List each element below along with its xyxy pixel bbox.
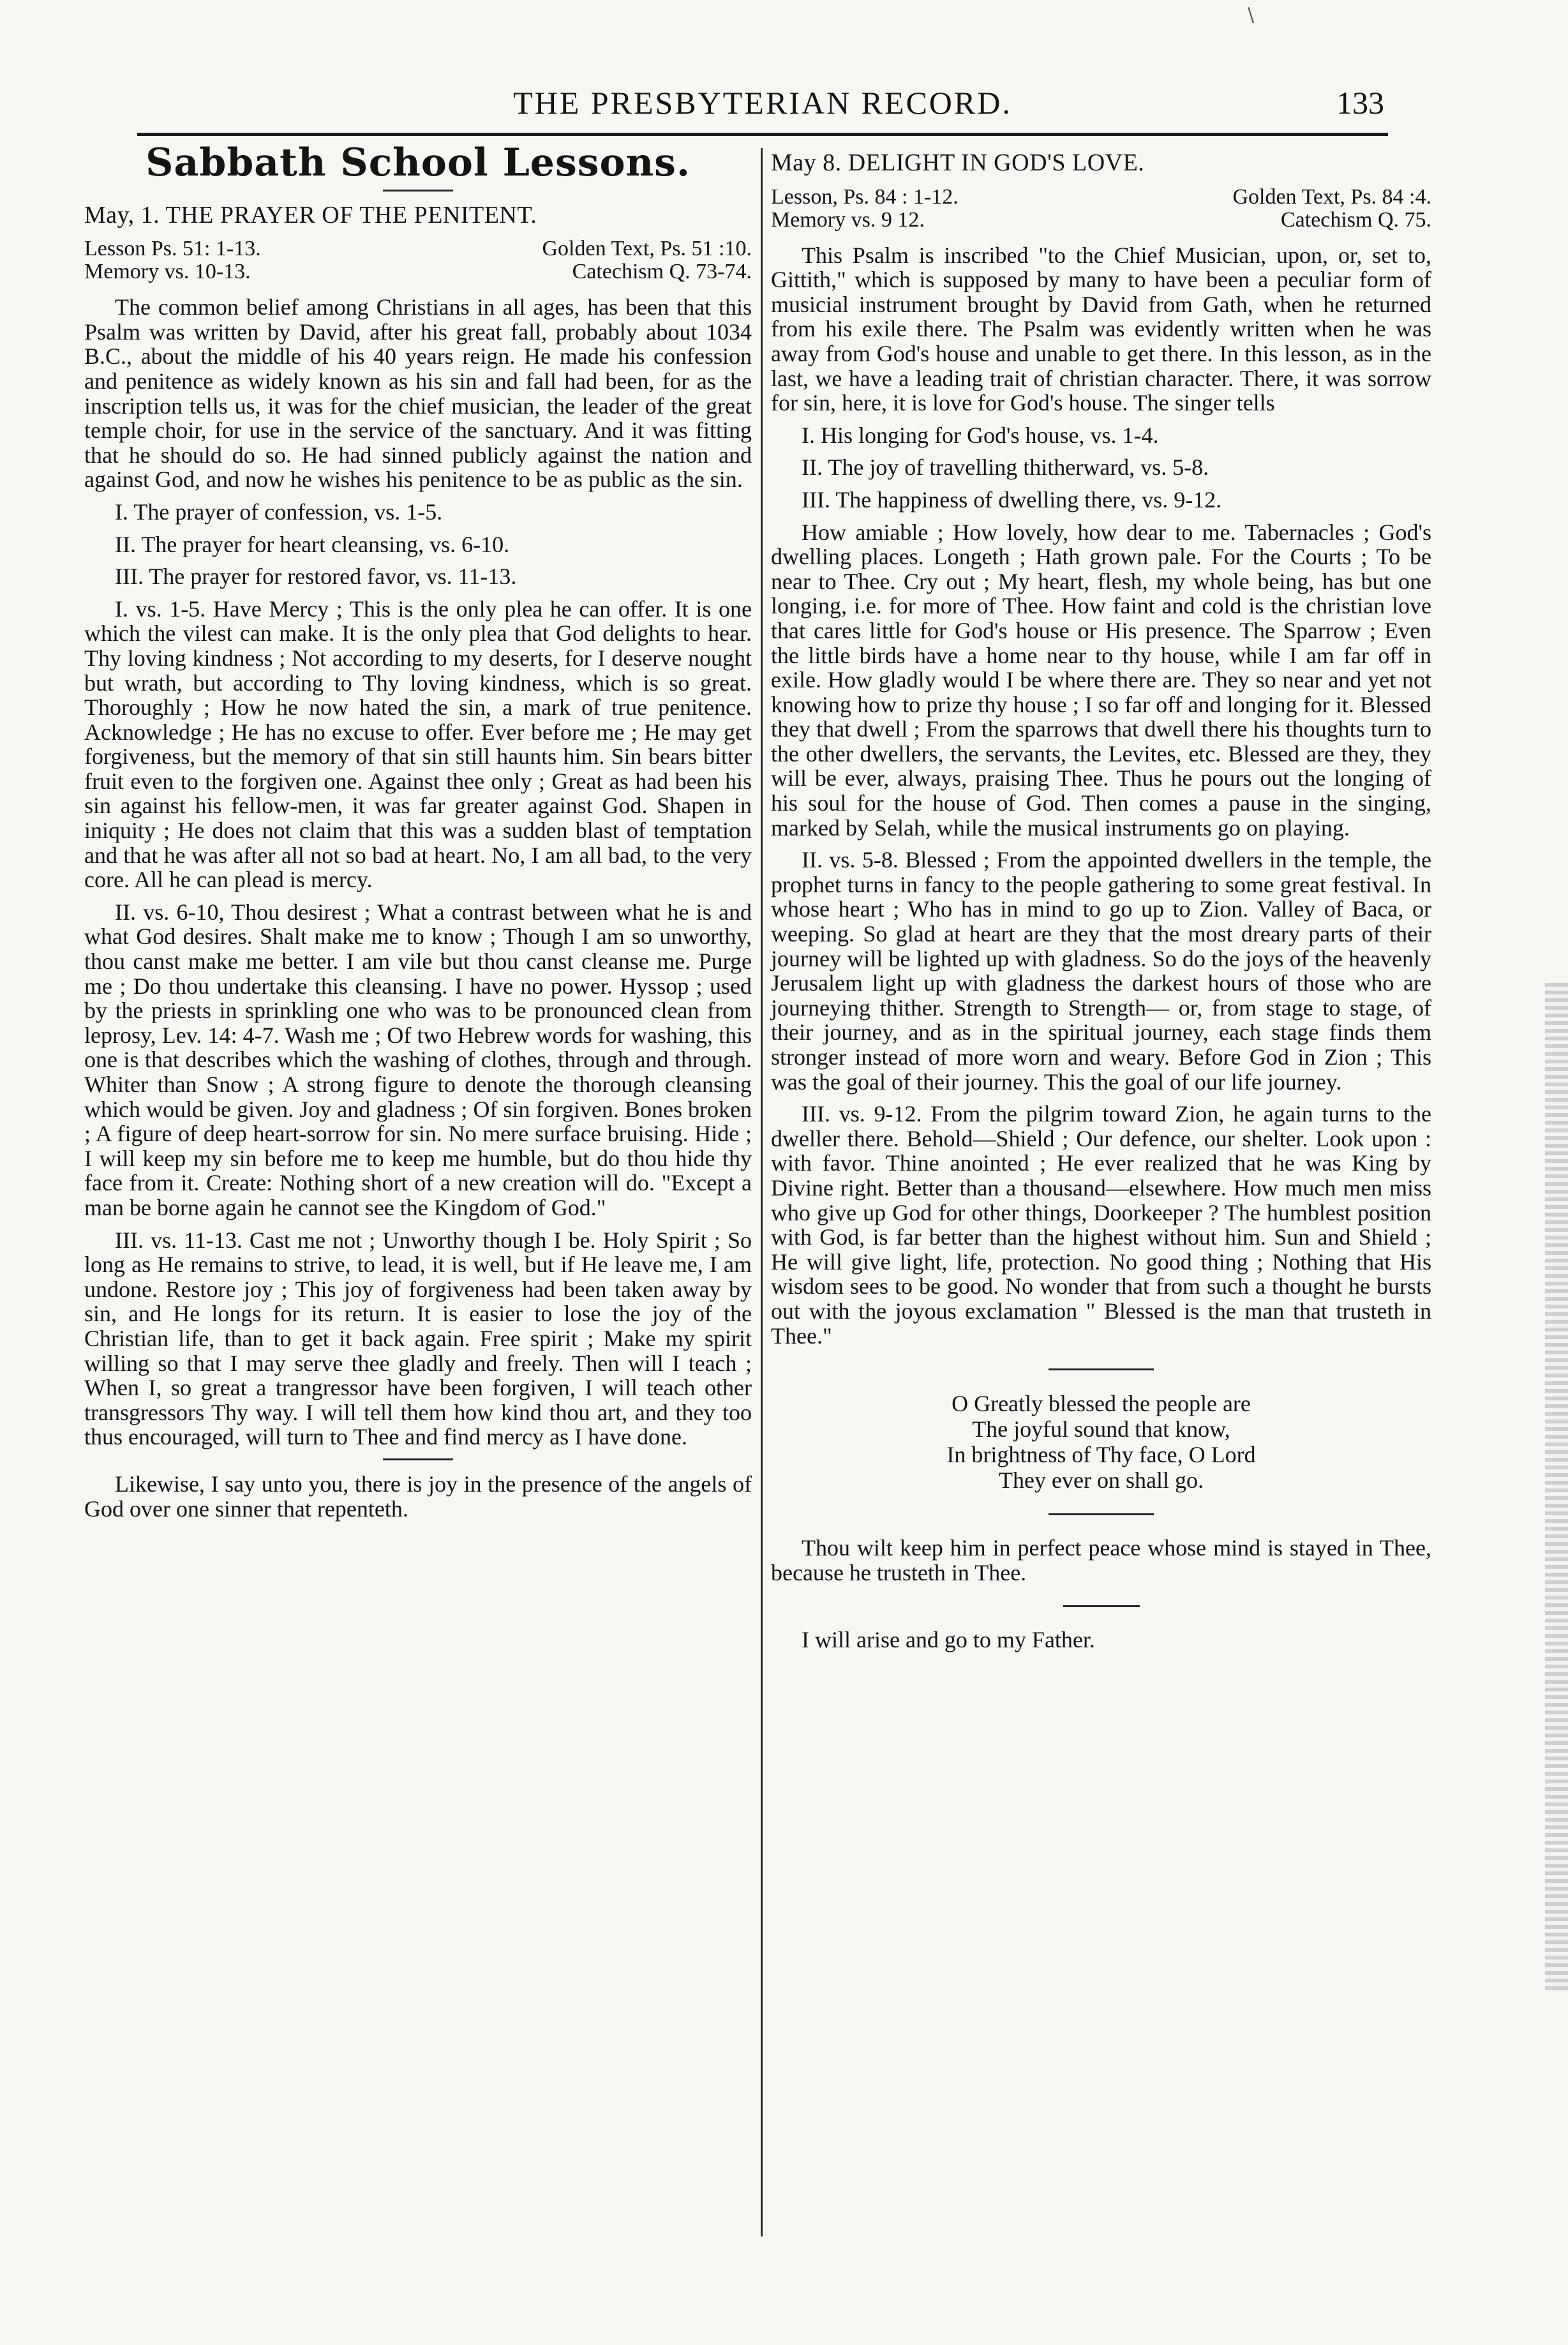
divider: [383, 1458, 453, 1460]
running-head: THE PRESBYTERIAN RECORD.: [513, 85, 1012, 121]
closing-paragraph: Likewise, I say unto you, there is joy in the presence of the angels of God over one sinner that repenteth.: [84, 1471, 752, 1522]
lesson-info-row: [771, 209, 1431, 232]
poem: [771, 1391, 1431, 1493]
outline-item: III. The prayer for restored favor, vs. 11-13.: [115, 564, 517, 590]
poem-line: O Greatly blessed the people are: [952, 1391, 1251, 1417]
poem-line: They ever on shall go.: [999, 1467, 1204, 1494]
catechism: Catechism Q. 73-74.: [572, 260, 752, 284]
outline-item: III. The happiness of dwelling there, vs. 9-12.: [802, 486, 1222, 513]
catechism: Catechism Q. 75.: [1280, 207, 1431, 232]
lesson-heading: May 8. DELIGHT IN GOD'S LOVE.: [771, 149, 1145, 176]
divider: [1049, 1513, 1154, 1515]
outline-item: I. The prayer of confession, vs. 1-5.: [115, 498, 443, 525]
lesson-info: [771, 186, 1431, 232]
outline-item: I. His longing for God's house, vs. 1-4.: [802, 422, 1159, 448]
lesson-info-row: [771, 186, 1431, 209]
column-rule: [761, 148, 763, 2236]
intro-paragraph: This Psalm is inscribed "to the Chief Musician, upon, or, set to, Gittith," which is supposed by many to have been a peculiar form of musicial instrument brought by David from Gath, when he returned from his exile there. The Psalm was evidently written when he was away from God's house and unable to get there. In this lesson, as in the last, we have a leading trait of christian character. There, it was sorrow for sin, here, it is love for God's house. The singer tells: [771, 242, 1431, 416]
outline-item: II. The joy of travelling thitherward, vs. 5-8.: [802, 454, 1209, 481]
left-column: [84, 140, 752, 1529]
poem-line: In brightness of Thy face, O Lord: [946, 1442, 1256, 1468]
lesson-info-row: [84, 260, 752, 283]
page-header: [137, 75, 1388, 136]
golden-text: Golden Text, Ps. 84 :4.: [1232, 184, 1431, 209]
section-title: Sabbath School Lessons.: [146, 140, 691, 185]
lesson-info-row: [84, 237, 752, 260]
divider: [1049, 1368, 1154, 1370]
body-paragraph: I. vs. 1-5. Have Mercy ; This is the only plea he can offer. It is one which the vilest can make. It is the only plea that God delights to hear. Thy loving kindness ; Not according to my deserts, for I deserve nought but wrath, but according to Thy loving kindness, which is so great. Thoroughly ; How he now hated the sin, a mark of true penitence. Acknowledge ; He has no excuse to offer. Ever before me ; He may get forgiveness, but the memory of that sin still haunts him. Sin bears bitter fruit even to the forgiven one. Against thee only ; Great as had been his sin against his fellow-men, it was far greater against God. Shapen in iniquity ; He does not claim that this was a sudden blast of temptation and that he was after all not so bad at heart. No, I am all bad, to the very core. All he can plead is mercy.: [84, 596, 752, 893]
lesson-heading: May, 1. THE PRAYER OF THE PENITENT.: [84, 201, 537, 229]
lesson-reference: Lesson Ps. 51: 1-13.: [84, 237, 261, 261]
right-column: [771, 148, 1431, 1660]
lesson-info: [84, 237, 752, 283]
intro-paragraph: The common belief among Christians in all ages, has been that this Psalm was written by David, after his great fall, probably about 1034 B.C., about the middle of his 40 years reign. He made his confession and penitence as widely known as his sin and fall had been, for as the inscription tells us, it was for the chief musician, the leader of the great temple choir, for use in the service of the sanctuary. And it was fitting that he should do so. He had sinned publicly against the nation and against God, and now he wishes his penitence to be as public as the sin.: [84, 294, 752, 493]
lesson-reference: Lesson, Ps. 84 : 1-12.: [771, 184, 959, 209]
memory-verses: Memory vs. 10-13.: [84, 260, 251, 284]
scan-mark: \: [1248, 4, 1255, 26]
memory-verses: Memory vs. 9 12.: [771, 207, 925, 232]
scan-edge-strip: [1545, 983, 1568, 1991]
body-paragraph: How amiable ; How lovely, how dear to me. Tabernacles ; God's dwelling places. Longeth ; Hath grown pale. For the Courts ; To be near to Thee. Cry out ; My heart, flesh, my whole being, has but one longing, i.e. for more of Thee. How faint and cold is the christian love that cares little for God's house or His presence. The Sparrow ; Even the little birds have a home near to thy house, while I am far off in exile. How gladly would I be where there are. They so near and yet not knowing how to prize thy house ; I so far off and longing for it. Blessed they that dwell ; From the sparrows that dwell there his thoughts turn to the other dwellers, the servants, the Levites, etc. Blessed are they, they will be ever, always, praising Thee. Thus he pours out the longing of his soul for the house of God. Then comes a pause in the singing, marked by Selah, while the musical instruments go on playing.: [771, 519, 1431, 841]
divider: [1063, 1605, 1140, 1607]
body-paragraph: III. vs. 9-12. From the pilgrim toward Zion, he again turns to the dweller there. Behold—Shield ; Our defence, our shelter. Look upon : with favor. Thine anointed ; He ever realized that he was King by Divine right. Better than a thousand—elsewhere. How much men miss who give up God for other things, Doorkeeper ? The humblest position with God, is far better than the highest without him. Sun and Shield ; He will give light, life, protection. No good thing ; Nothing that His wisdom sees to be good. No wonder that from such a thought he bursts out with the joyous exclamation " Blessed is the man that trusteth in Thee.": [771, 1101, 1431, 1349]
outline-item: II. The prayer for heart cleansing, vs. 6-10.: [115, 531, 510, 557]
closing-line: I will arise and go to my Father.: [802, 1627, 1095, 1653]
poem-line: The joyful sound that know,: [972, 1416, 1230, 1442]
title-rule: [383, 190, 453, 191]
body-paragraph: III. vs. 11-13. Cast me not ; Unworthy though I be. Holy Spirit ; So long as He remains to strive, to lead, it is well, but if He leave me, I am undone. Restore joy ; This joy of forgiveness had been taken away by sin, and He longs for its return. It is easier to lose the joy of the Christian life, than to get it back again. Free spirit ; Make my spirit willing so that I may serve thee gladly and freely. Then will I teach ; When I, so great a trangressor have been forgiven, I will teach other transgressors Thy way. I will tell them how kind thou art, and they too thus encouraged, will turn to Thee and find mercy as I have done.: [84, 1227, 752, 1450]
scripture-verse: Thou wilt keep him in perfect peace whose mind is stayed in Thee, because he trusteth in Thee.: [771, 1535, 1431, 1585]
page-number: 133: [1336, 85, 1384, 121]
golden-text: Golden Text, Ps. 51 :10.: [542, 237, 752, 261]
body-paragraph: II. vs. 6-10, Thou desirest ; What a contrast between what he is and what God desires. Shalt make me to know ; Though I am so unworthy, thou canst make me better. I am vile but thou canst cleanse me. Purge me ; Do thou undertake this cleansing. I have no power. Hyssop ; used by the priests in sprinkling one who was to be pronounced clean from leprosy, Lev. 14: 4-7. Wash me ; Of two Hebrew words for washing, this one is that describes which the washing of clothes, through and through. Whiter than Snow ; A strong figure to denote the thorough cleansing which would be given. Joy and gladness ; Of sin forgiven. Bones broken ; A figure of deep heart-sorrow for sin. No mere surface bruising. Hide ; I will keep my sin before me to keep me humble, but do thou hide thy face from it. Create: Nothing short of a new creation will do. "Except a man be borne again he cannot see the Kingdom of God.": [84, 899, 752, 1220]
body-paragraph: II. vs. 5-8. Blessed ; From the appointed dwellers in the temple, the prophet turns in fancy to the people gathering to some great festival. In whose heart ; Who has in mind to go up to Zion. Valley of Baca, or weeping. So glad at heart are they that the most dreary parts of their journey will be lighted up with gladness. So do the joys of the heavenly Jerusalem light up with gladness the darkest hours of those who are journeying thither. Strength to Strength— or, from stage to stage, of their journey, and as in the spiritual journey, each stage finds them stronger instead of more worn and weary. Before God in Zion ; This was the goal of their journey. This the goal of our life journey.: [771, 847, 1431, 1095]
